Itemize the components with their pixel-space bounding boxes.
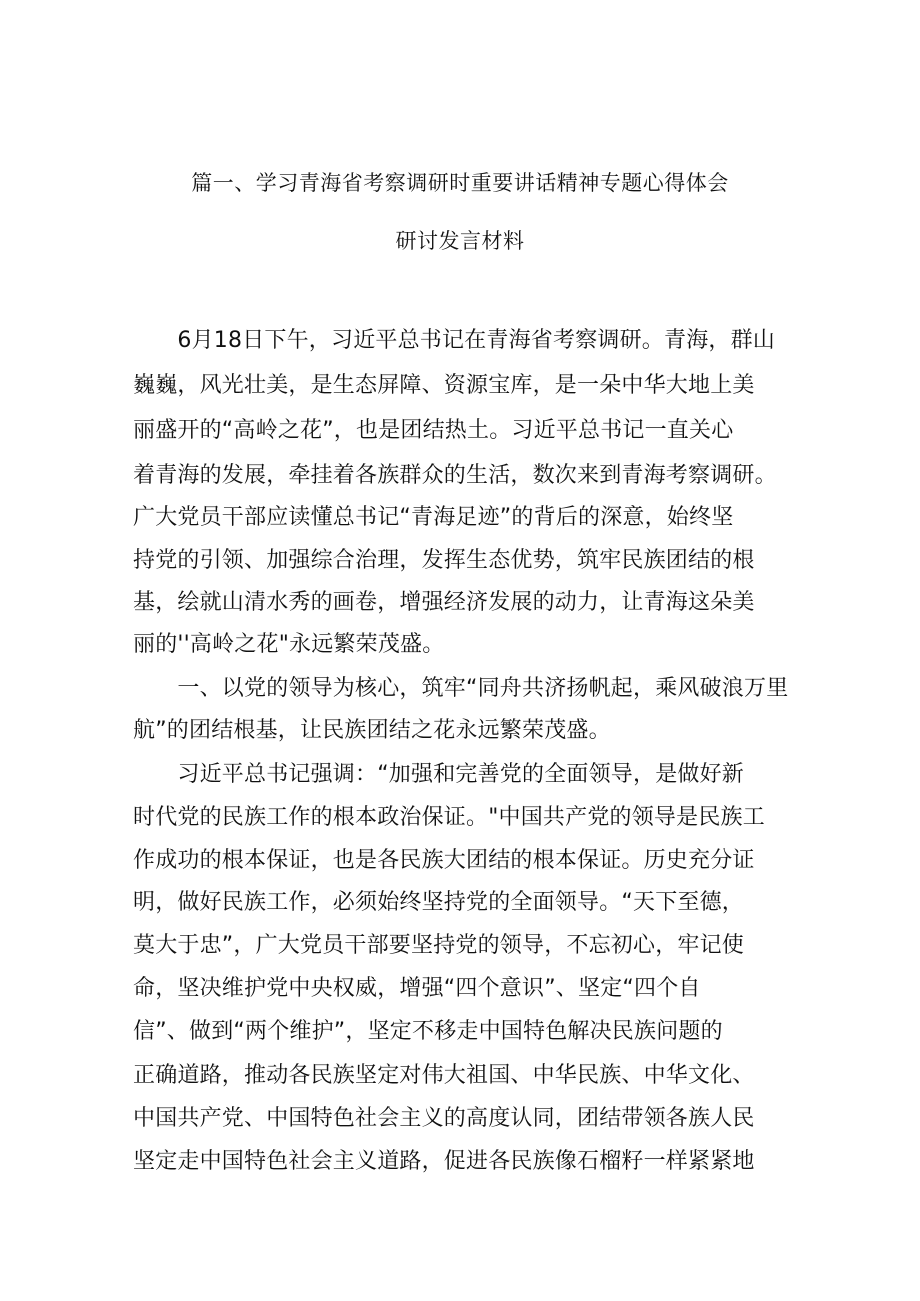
body-text-line: 正确道路，推动各民族坚定对伟大祖国、中华民族、中华文化、 — [133, 1063, 755, 1088]
body-text-line: 习近平总书记强调：“加强和完善党的全面领导，是做好新 — [133, 762, 744, 787]
body-text-line: 广大党员干部应读懂总书记“青海足迹”的背后的深意，始终坚 — [133, 505, 734, 530]
body-text-line: 坚定走中国特色社会主义道路，促进各民族像石榴籽一样紧紧地 — [133, 1149, 755, 1174]
body-text-line: 6月18日下午，习近平总书记在青海省考察调研。青海，群山 — [133, 328, 775, 353]
body-text-line: 巍巍，风光壮美，是生态屏障、资源宝库，是一朵中华大地上美 — [133, 373, 755, 398]
body-text-line: 持党的引领、加强综合治理，发挥生态优势，筑牢民族团结的根 — [133, 548, 755, 573]
body-text-line: 中国共产党、中国特色社会主义的高度认同，团结带领各族人民 — [133, 1106, 755, 1131]
body-text-line: 明，做好民族工作，必须始终坚持党的全面领导。“天下至德， — [133, 890, 744, 915]
body-text-line: 基，绘就山清水秀的画卷，增强经济发展的动力，让青海这朵美 — [133, 590, 755, 615]
body-text-line: 莫大于忠”，广大党员干部要坚持党的领导，不忘初心，牢记使 — [133, 933, 744, 958]
body-text-line: 着青海的发展，牵挂着各族群众的生活，数次来到青海考察调研。 — [133, 463, 777, 488]
body-text-line: 命，坚决维护党中央权威，增强“四个意识”、坚定“四个自 — [133, 976, 701, 1001]
document-title-line-2: 研讨发言材料 — [395, 229, 525, 253]
body-text-line: 一、以党的领导为核心，筑牢“同舟共济扬帆起，乘风破浪万里 — [133, 676, 789, 701]
body-text-line: 航”的团结根基，让民族团结之花永远繁荣茂盛。 — [133, 718, 611, 743]
body-text-line: 时代党的民族工作的根本政治保证。"中国共产党的领导是民族工 — [133, 805, 765, 830]
body-text-line: 作成功的根本保证，也是各民族大团结的根本保证。历史充分证 — [133, 848, 755, 873]
body-text-line: 丽的''高岭之花"永远繁荣茂盛。 — [133, 632, 445, 657]
body-text-line: 丽盛开的“高岭之花”，也是团结热土。习近平总书记一直关心 — [133, 418, 734, 443]
body-text-line: 信”、做到“两个维护”，坚定不移走中国特色解决民族问题的 — [133, 1019, 723, 1044]
document-title-line-1: 篇一、学习青海省考察调研时重要讲话精神专题心得体会 — [191, 171, 729, 195]
